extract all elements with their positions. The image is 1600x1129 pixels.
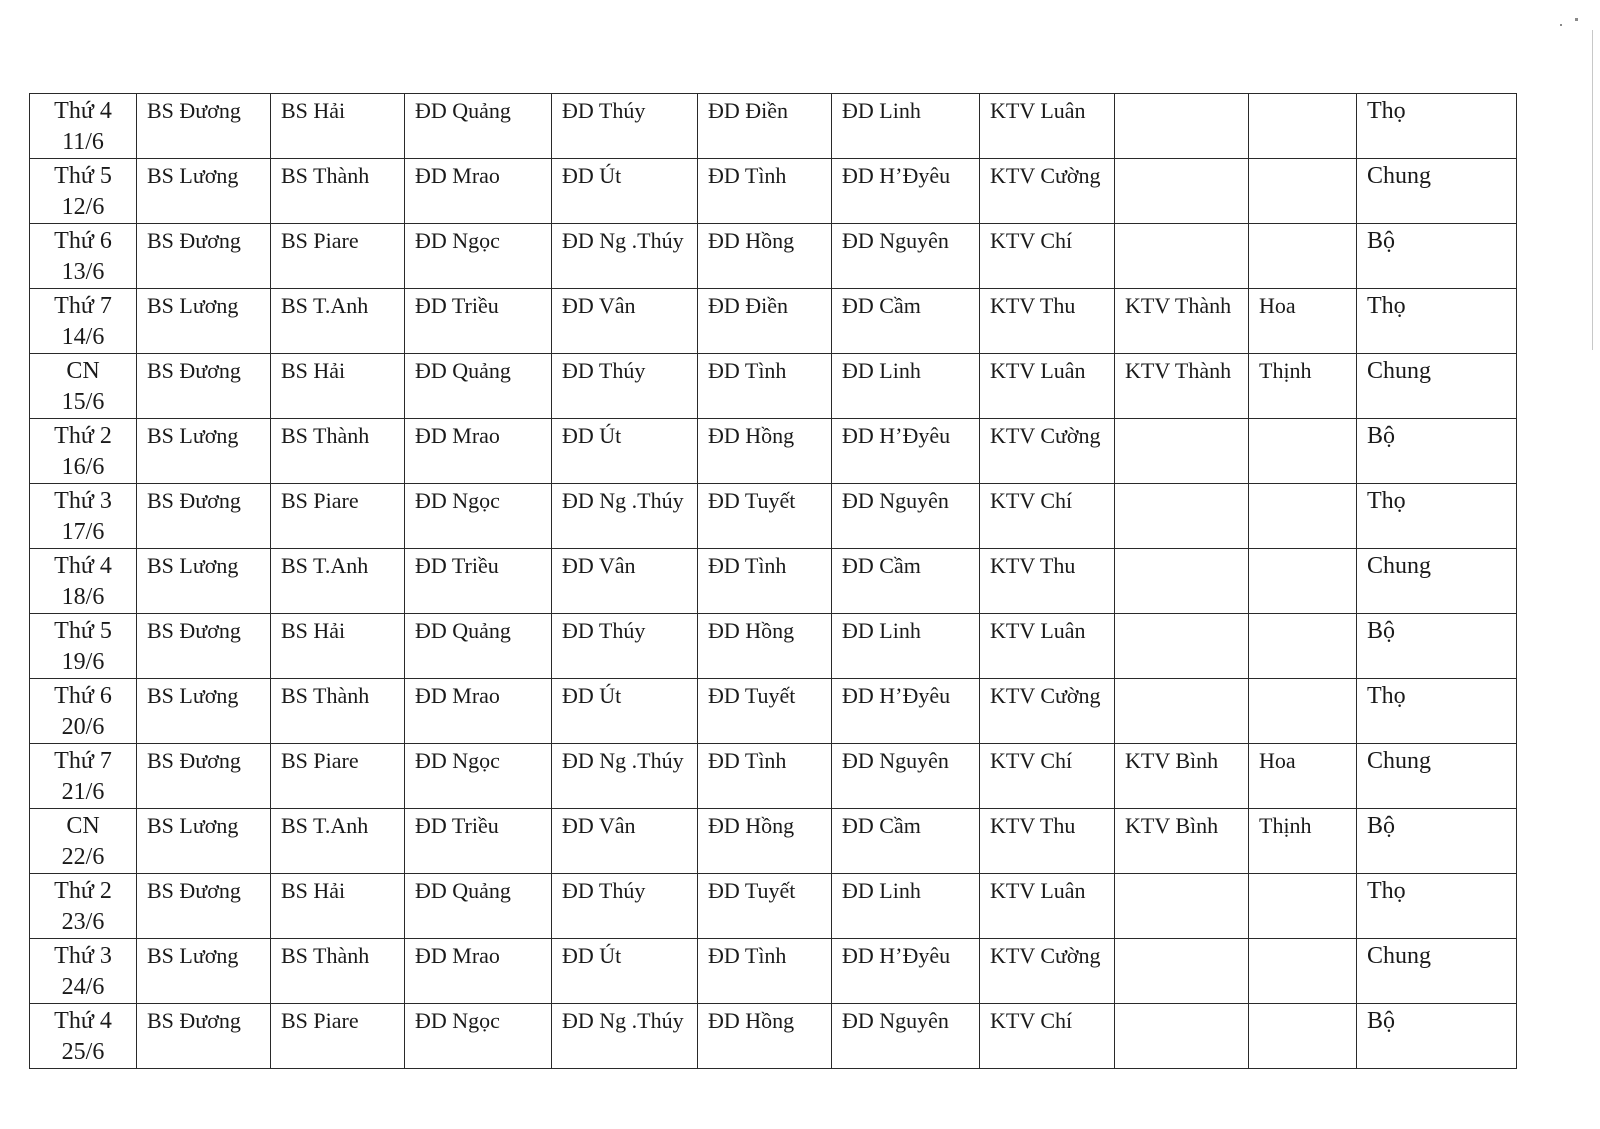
staff-cell: Thịnh <box>1249 354 1357 419</box>
weekday-label: Thứ 6 <box>54 228 112 254</box>
staff-cell: KTV Thu <box>980 289 1115 354</box>
staff-cell: BS Đương <box>137 354 271 419</box>
staff-cell: KTV Luân <box>980 354 1115 419</box>
staff-cell <box>1249 614 1357 679</box>
staff-cell: ĐD Thúy <box>552 614 698 679</box>
staff-cell: BS Đương <box>137 874 271 939</box>
staff-cell: BS Lương <box>137 679 271 744</box>
staff-cell: BS Lương <box>137 289 271 354</box>
staff-cell <box>1115 1004 1249 1069</box>
staff-cell: ĐD Út <box>552 939 698 1004</box>
date-label: 15/6 <box>61 389 105 415</box>
staff-cell: ĐD Mrao <box>405 159 552 224</box>
staff-cell: ĐD Ngọc <box>405 484 552 549</box>
staff-cell: BS Đương <box>137 484 271 549</box>
day-date-cell <box>30 939 137 1004</box>
staff-cell <box>1115 939 1249 1004</box>
staff-cell: ĐD Vân <box>552 809 698 874</box>
day-date-cell <box>30 679 137 744</box>
day-date-cell <box>30 159 137 224</box>
table-row <box>30 289 1517 354</box>
scan-artifact-dot <box>1575 18 1578 21</box>
staff-cell: KTV Thu <box>980 549 1115 614</box>
staff-cell: ĐD Cầm <box>832 549 980 614</box>
staff-cell: ĐD Thúy <box>552 94 698 159</box>
staff-cell: BS Đương <box>137 224 271 289</box>
table-row <box>30 549 1517 614</box>
staff-cell: BS Piare <box>271 744 405 809</box>
staff-cell: ĐD Hồng <box>698 614 832 679</box>
staff-cell: ĐD Vân <box>552 289 698 354</box>
table-row <box>30 1004 1517 1069</box>
staff-cell: ĐD Tuyết <box>698 874 832 939</box>
staff-cell: BS Hải <box>271 94 405 159</box>
weekday-label: CN <box>66 813 100 839</box>
table-row <box>30 484 1517 549</box>
date-label: 17/6 <box>61 519 105 545</box>
staff-cell <box>1249 679 1357 744</box>
staff-cell: ĐD Quảng <box>405 614 552 679</box>
staff-cell: ĐD Tình <box>698 159 832 224</box>
staff-cell: ĐD Cầm <box>832 809 980 874</box>
staff-cell <box>1249 1004 1357 1069</box>
staff-cell: BS Thành <box>271 159 405 224</box>
team-cell: Chung <box>1357 549 1517 614</box>
day-date-cell <box>30 354 137 419</box>
staff-cell: KTV Cường <box>980 419 1115 484</box>
staff-cell: KTV Chí <box>980 484 1115 549</box>
staff-cell: ĐD Thúy <box>552 874 698 939</box>
staff-cell <box>1115 549 1249 614</box>
table-row <box>30 224 1517 289</box>
day-date-cell <box>30 744 137 809</box>
staff-cell: KTV Luân <box>980 614 1115 679</box>
staff-cell: ĐD Vân <box>552 549 698 614</box>
weekday-label: Thứ 4 <box>54 1008 112 1034</box>
staff-cell: ĐD Thúy <box>552 354 698 419</box>
staff-cell: ĐD Út <box>552 419 698 484</box>
weekday-label: Thứ 4 <box>54 98 112 124</box>
day-date-cell <box>30 419 137 484</box>
team-cell: Bộ <box>1357 614 1517 679</box>
date-label: 21/6 <box>61 779 105 805</box>
staff-cell: BS Thành <box>271 679 405 744</box>
staff-cell: Hoa <box>1249 289 1357 354</box>
table-row <box>30 939 1517 1004</box>
staff-cell: ĐD Điền <box>698 94 832 159</box>
staff-cell: ĐD Linh <box>832 354 980 419</box>
staff-cell: ĐD Quảng <box>405 874 552 939</box>
staff-cell: BS T.Anh <box>271 289 405 354</box>
staff-cell: KTV Bình <box>1115 809 1249 874</box>
weekday-label: CN <box>66 358 100 384</box>
staff-cell: BS Piare <box>271 484 405 549</box>
weekday-label: Thứ 2 <box>54 423 112 449</box>
staff-cell: KTV Cường <box>980 939 1115 1004</box>
table-row <box>30 94 1517 159</box>
staff-cell: ĐD H’Đyêu <box>832 679 980 744</box>
team-cell: Thọ <box>1357 484 1517 549</box>
staff-cell: KTV Chí <box>980 224 1115 289</box>
date-label: 16/6 <box>61 454 105 480</box>
staff-cell: Thịnh <box>1249 809 1357 874</box>
staff-cell: BS Lương <box>137 159 271 224</box>
staff-cell <box>1249 419 1357 484</box>
staff-cell: ĐD Nguyên <box>832 1004 980 1069</box>
day-date-cell <box>30 614 137 679</box>
date-label: 14/6 <box>61 324 105 350</box>
staff-cell <box>1115 224 1249 289</box>
date-label: 24/6 <box>61 974 105 1000</box>
staff-cell: ĐD Út <box>552 159 698 224</box>
staff-cell: ĐD Út <box>552 679 698 744</box>
staff-cell: BS Lương <box>137 419 271 484</box>
staff-cell <box>1249 549 1357 614</box>
staff-cell: ĐD Mrao <box>405 679 552 744</box>
day-date-cell <box>30 809 137 874</box>
scan-artifact-line <box>1592 30 1593 350</box>
staff-cell: KTV Thành <box>1115 354 1249 419</box>
table-row <box>30 614 1517 679</box>
staff-cell: BS Hải <box>271 614 405 679</box>
weekday-label: Thứ 6 <box>54 683 112 709</box>
team-cell: Chung <box>1357 159 1517 224</box>
staff-cell: BS Piare <box>271 224 405 289</box>
table-row <box>30 159 1517 224</box>
team-cell: Bộ <box>1357 224 1517 289</box>
staff-cell <box>1115 874 1249 939</box>
day-date-cell <box>30 1004 137 1069</box>
staff-cell <box>1115 484 1249 549</box>
staff-cell: ĐD Triều <box>405 809 552 874</box>
staff-cell: ĐD Ng .Thúy <box>552 1004 698 1069</box>
staff-cell: ĐD Hồng <box>698 809 832 874</box>
weekday-label: Thứ 2 <box>54 878 112 904</box>
staff-cell: ĐD Ng .Thúy <box>552 224 698 289</box>
team-cell: Thọ <box>1357 289 1517 354</box>
staff-cell: ĐD Ngọc <box>405 744 552 809</box>
team-cell: Chung <box>1357 939 1517 1004</box>
staff-cell: ĐD Hồng <box>698 419 832 484</box>
weekday-label: Thứ 5 <box>54 618 112 644</box>
scan-artifact-dot <box>1560 24 1562 26</box>
staff-cell: ĐD Triều <box>405 549 552 614</box>
weekday-label: Thứ 7 <box>54 293 112 319</box>
team-cell: Thọ <box>1357 94 1517 159</box>
team-cell: Bộ <box>1357 809 1517 874</box>
staff-cell: ĐD Tình <box>698 354 832 419</box>
staff-cell <box>1249 484 1357 549</box>
day-date-cell <box>30 874 137 939</box>
day-date-cell <box>30 289 137 354</box>
table-row <box>30 354 1517 419</box>
staff-cell <box>1249 224 1357 289</box>
team-cell: Chung <box>1357 744 1517 809</box>
staff-cell <box>1249 874 1357 939</box>
day-date-cell <box>30 549 137 614</box>
staff-cell: KTV Cường <box>980 679 1115 744</box>
staff-cell: KTV Thành <box>1115 289 1249 354</box>
staff-cell: BS Đương <box>137 614 271 679</box>
weekday-label: Thứ 3 <box>54 488 112 514</box>
date-label: 11/6 <box>62 129 104 155</box>
date-label: 18/6 <box>61 584 105 610</box>
staff-cell: ĐD Mrao <box>405 939 552 1004</box>
staff-cell: ĐD Điền <box>698 289 832 354</box>
staff-cell: ĐD H’Đyêu <box>832 939 980 1004</box>
weekday-label: Thứ 5 <box>54 163 112 189</box>
staff-cell: KTV Chí <box>980 1004 1115 1069</box>
duty-schedule-table <box>29 93 1517 1069</box>
weekday-label: Thứ 7 <box>54 748 112 774</box>
table-row <box>30 744 1517 809</box>
date-label: 20/6 <box>61 714 105 740</box>
staff-cell: KTV Luân <box>980 874 1115 939</box>
date-label: 22/6 <box>61 844 105 870</box>
staff-cell: Hoa <box>1249 744 1357 809</box>
staff-cell: BS Thành <box>271 939 405 1004</box>
staff-cell: BS Đương <box>137 1004 271 1069</box>
schedule-body <box>30 94 1517 1069</box>
staff-cell: BS Hải <box>271 874 405 939</box>
staff-cell <box>1115 159 1249 224</box>
staff-cell: ĐD Linh <box>832 614 980 679</box>
staff-cell <box>1249 939 1357 1004</box>
staff-cell <box>1115 419 1249 484</box>
staff-cell: KTV Cường <box>980 159 1115 224</box>
staff-cell: BS Lương <box>137 939 271 1004</box>
date-label: 12/6 <box>61 194 105 220</box>
team-cell: Thọ <box>1357 874 1517 939</box>
weekday-label: Thứ 3 <box>54 943 112 969</box>
day-date-cell <box>30 94 137 159</box>
staff-cell: KTV Bình <box>1115 744 1249 809</box>
team-cell: Chung <box>1357 354 1517 419</box>
staff-cell: ĐD Ng .Thúy <box>552 744 698 809</box>
staff-cell: BS Piare <box>271 1004 405 1069</box>
team-cell: Bộ <box>1357 1004 1517 1069</box>
staff-cell: ĐD Quảng <box>405 94 552 159</box>
staff-cell: ĐD Hồng <box>698 1004 832 1069</box>
staff-cell: ĐD Linh <box>832 94 980 159</box>
team-cell: Thọ <box>1357 679 1517 744</box>
staff-cell: BS Đương <box>137 94 271 159</box>
date-label: 19/6 <box>61 649 105 675</box>
staff-cell: ĐD Mrao <box>405 419 552 484</box>
staff-cell: ĐD Hồng <box>698 224 832 289</box>
table-row <box>30 809 1517 874</box>
staff-cell: ĐD Tuyết <box>698 679 832 744</box>
staff-cell: ĐD Nguyên <box>832 744 980 809</box>
staff-cell <box>1249 159 1357 224</box>
weekday-label: Thứ 4 <box>54 553 112 579</box>
staff-cell: ĐD Ng .Thúy <box>552 484 698 549</box>
staff-cell: ĐD Ngọc <box>405 1004 552 1069</box>
staff-cell: BS Lương <box>137 549 271 614</box>
staff-cell: ĐD Tình <box>698 549 832 614</box>
staff-cell: ĐD Linh <box>832 874 980 939</box>
table-row <box>30 874 1517 939</box>
date-label: 13/6 <box>61 259 105 285</box>
day-date-cell <box>30 224 137 289</box>
staff-cell <box>1115 94 1249 159</box>
staff-cell: BS T.Anh <box>271 549 405 614</box>
staff-cell: ĐD H’Đyêu <box>832 159 980 224</box>
staff-cell: BS Hải <box>271 354 405 419</box>
team-cell: Bộ <box>1357 419 1517 484</box>
table-row <box>30 679 1517 744</box>
staff-cell: ĐD Nguyên <box>832 224 980 289</box>
staff-cell: ĐD Tuyết <box>698 484 832 549</box>
staff-cell: BS Lương <box>137 809 271 874</box>
date-label: 25/6 <box>61 1039 105 1065</box>
date-label: 23/6 <box>61 909 105 935</box>
staff-cell <box>1249 94 1357 159</box>
staff-cell: ĐD Tình <box>698 744 832 809</box>
staff-cell <box>1115 614 1249 679</box>
staff-cell: ĐD Nguyên <box>832 484 980 549</box>
staff-cell: KTV Chí <box>980 744 1115 809</box>
staff-cell: ĐD Triều <box>405 289 552 354</box>
staff-cell: ĐD Quảng <box>405 354 552 419</box>
staff-cell: ĐD Cầm <box>832 289 980 354</box>
table-row <box>30 419 1517 484</box>
day-date-cell <box>30 484 137 549</box>
staff-cell: BS Đương <box>137 744 271 809</box>
staff-cell: KTV Thu <box>980 809 1115 874</box>
staff-cell: ĐD Ngọc <box>405 224 552 289</box>
staff-cell: KTV Luân <box>980 94 1115 159</box>
staff-cell: ĐD H’Đyêu <box>832 419 980 484</box>
staff-cell: ĐD Tình <box>698 939 832 1004</box>
staff-cell <box>1115 679 1249 744</box>
staff-cell: BS T.Anh <box>271 809 405 874</box>
staff-cell: BS Thành <box>271 419 405 484</box>
